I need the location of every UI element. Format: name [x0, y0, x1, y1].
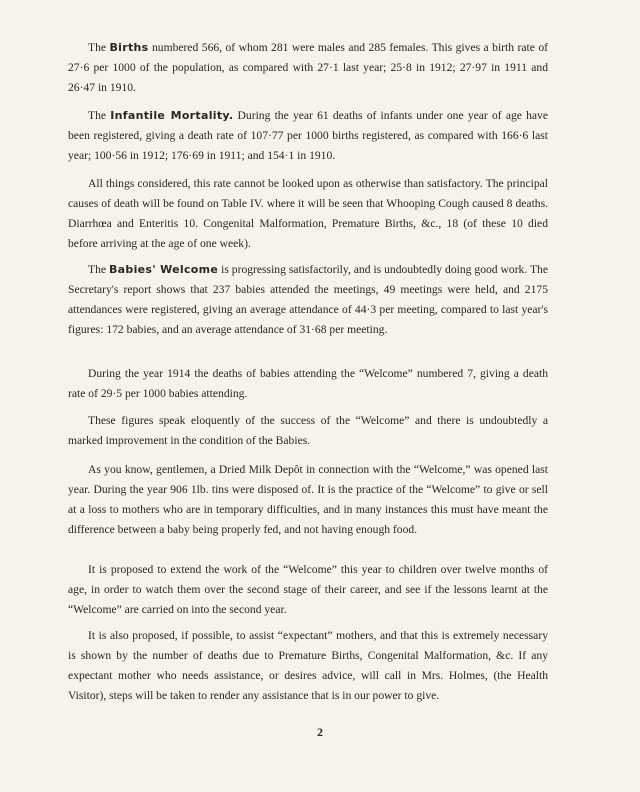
extend-work-text: It is proposed to extend the work of the “Welcome” this year to children over twelve months of age, in order to watch them over the second stage of their career, and see if the lessons learnt at the “Welcome” are carried on into the second year.: [68, 563, 548, 616]
extend-work-paragraph: [68, 560, 548, 620]
page-number: 2: [317, 725, 323, 739]
figures-text: These figures speak eloquently of the success of the “Welcome” and there is undoubtedly a marked improvement in the condition of the Babies.: [68, 414, 548, 447]
causes-of-death-text: All things considered, this rate cannot be looked upon as otherwise than satisfactory. The principal causes of death will be found on Table IV. where it will be seen that Whooping Cough caused 8 deaths. Diarrhœa and Enteritis 10. Congenital Malformation, Premature Births, &c., 18 (of these 10 died before arriving at the age of one week).: [68, 177, 548, 250]
infantile-mortality-paragraph: [68, 106, 548, 166]
babies-welcome-paragraph: [68, 260, 548, 340]
expectant-mothers-paragraph: [68, 626, 548, 706]
infantile-mortality-text: During the year 61 deaths of infants under one year of age have been registered, giving a death rate of 107·77 per 1000 births registered, as compared with 166·6 last year; 100·56 in 1912; 176·69 in 1911; and 154·1 in 1910.: [68, 109, 548, 162]
welcome-deaths-text: During the year 1914 the deaths of babies attending the “Welcome” numbered 7, giving a death rate of 29·5 per 1000 babies attending.: [68, 367, 548, 400]
paragraph-lead-word: The: [88, 41, 107, 54]
paragraph-lead-word: The: [88, 263, 107, 276]
causes-of-death-paragraph: [68, 174, 548, 254]
welcome-deaths-paragraph: [68, 364, 548, 404]
dried-milk-depot-text: As you know, gentlemen, a Dried Milk Depôt in connection with the “Welcome,” was opened last year. During the year 906 1lb. tins were disposed of. It is the practice of the “Welcome” to give or sell at a loss to mothers who are in temporary difficulties, and in many instances this must have meant the difference between a baby being properly fed, and not having enough food.: [68, 463, 548, 536]
babies-welcome-text: is progressing satisfactorily, and is undoubtedly doing good work. The Secretary's report shows that 237 babies attended the meetings, 49 meetings were held, and 2175 attendances were registered, giving an average attendance of 44·3 per meeting, compared to last year's figures: 172 babies, and an average attendance of 31·68 per meeting.: [68, 263, 548, 336]
infantile-mortality-heading: Infantile Mortality.: [110, 109, 234, 122]
births-paragraph: [68, 38, 548, 98]
births-text: numbered 566, of whom 281 were males and 285 females. This gives a birth rate of 27·6 per 1000 of the population, as compared with 27·1 last year; 25·8 in 1912; 27·97 in 1911 and 26·47 in 1910.: [68, 41, 548, 94]
dried-milk-depot-paragraph: [68, 460, 548, 540]
paragraph-lead-word: The: [88, 109, 107, 122]
expectant-mothers-text: It is also proposed, if possible, to assist “expectant” mothers, and that this is extremely necessary is shown by the number of deaths due to Premature Births, Congenital Malformation, &c. If any expectant mother who needs assistance, or desires advice, will call in Mrs. Holmes, (the Health Visitor), steps will be taken to render any assistance that is in our power to give.: [68, 629, 548, 702]
figures-paragraph: [68, 411, 548, 451]
babies-welcome-heading: Babies' Welcome: [108, 263, 219, 276]
births-heading: Births: [109, 41, 149, 54]
